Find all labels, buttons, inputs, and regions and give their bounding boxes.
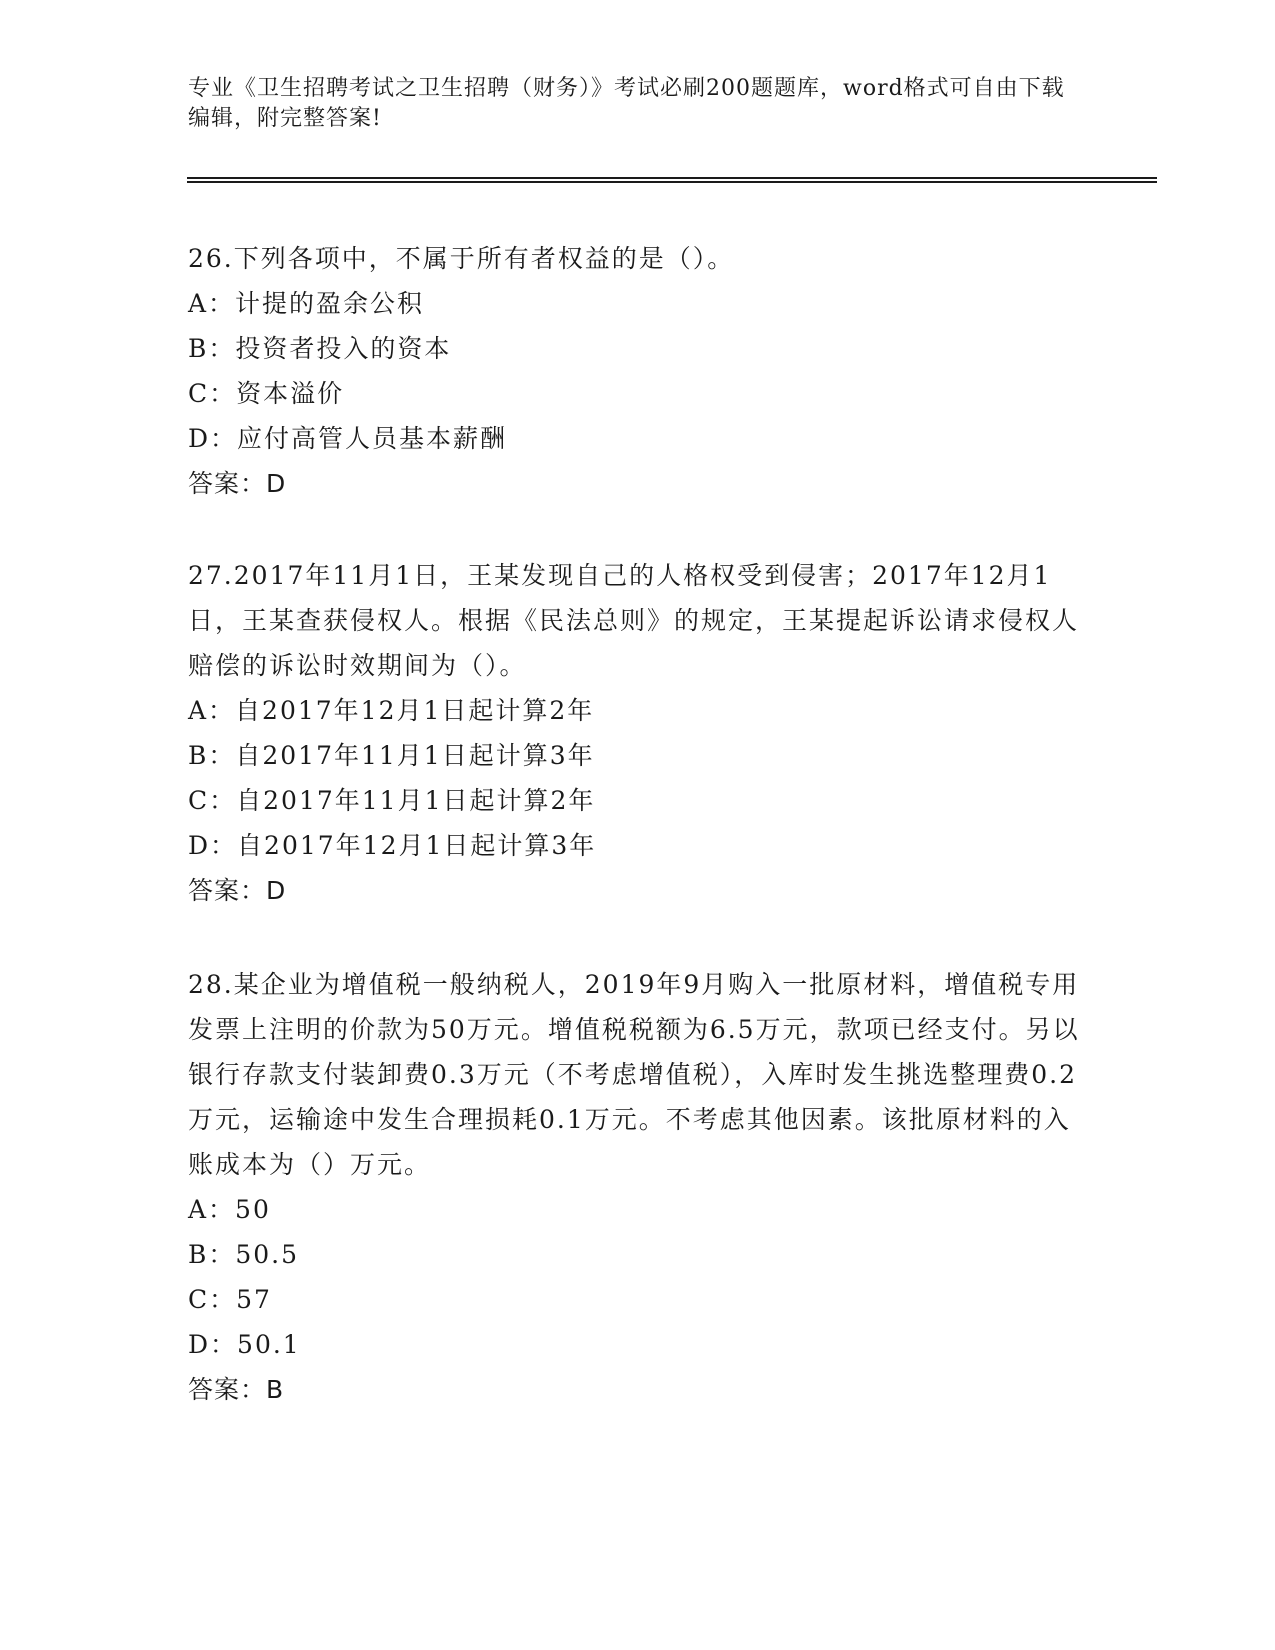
option-c: C：资本溢价: [188, 379, 345, 408]
question-26: [188, 236, 1088, 506]
document-header-text: 专业《卫生招聘考试之卫生招聘（财务）》考试必刷200题题库，word格式可自由下载编辑，附完整答案!: [188, 76, 1065, 131]
option-a: A：自2017年12月1日起计算2年: [188, 696, 595, 725]
option-d: D：自2017年12月1日起计算3年: [188, 831, 597, 860]
option-b: B：自2017年11月1日起计算3年: [188, 741, 595, 770]
option-c: C：自2017年11月1日起计算2年: [188, 786, 596, 815]
question-27: [188, 553, 1088, 913]
header-divider: [187, 177, 1157, 183]
option-a: A：50: [188, 1195, 271, 1224]
option-b: B：50.5: [188, 1240, 300, 1269]
option-c: C：57: [188, 1285, 272, 1314]
answer-line: 答案：D: [188, 469, 287, 498]
option-b: B：投资者投入的资本: [188, 334, 452, 363]
option-d: D：应付高管人员基本薪酬: [188, 424, 508, 453]
option-a: A：计提的盈余公积: [188, 289, 425, 318]
question-stem: 27.2017年11月1日，王某发现自己的人格权受到侵害；2017年12月1日，王某查获侵权人。根据《民法总则》的规定，王某提起诉讼请求侵权人赔偿的诉讼时效期间为（）。: [188, 561, 1080, 680]
answer-line: 答案：D: [188, 876, 287, 905]
answer-line: 答案：B: [188, 1375, 285, 1404]
question-stem: 26.下列各项中，不属于所有者权益的是（）。: [188, 244, 735, 273]
question-stem: 28.某企业为增值税一般纳税人，2019年9月购入一批原材料，增值税专用发票上注明的价款为50万元。增值税税额为6.5万元，款项已经支付。另以银行存款支付装卸费0.3万元（不考虑增值税），入库时发生挑选整理费0.2万元，运输途中发生合理损耗0.1万元。不考虑其他因素。该批原材料的入账成本为（）万元。: [188, 970, 1080, 1179]
option-d: D：50.1: [188, 1330, 301, 1359]
question-28: [188, 962, 1088, 1412]
